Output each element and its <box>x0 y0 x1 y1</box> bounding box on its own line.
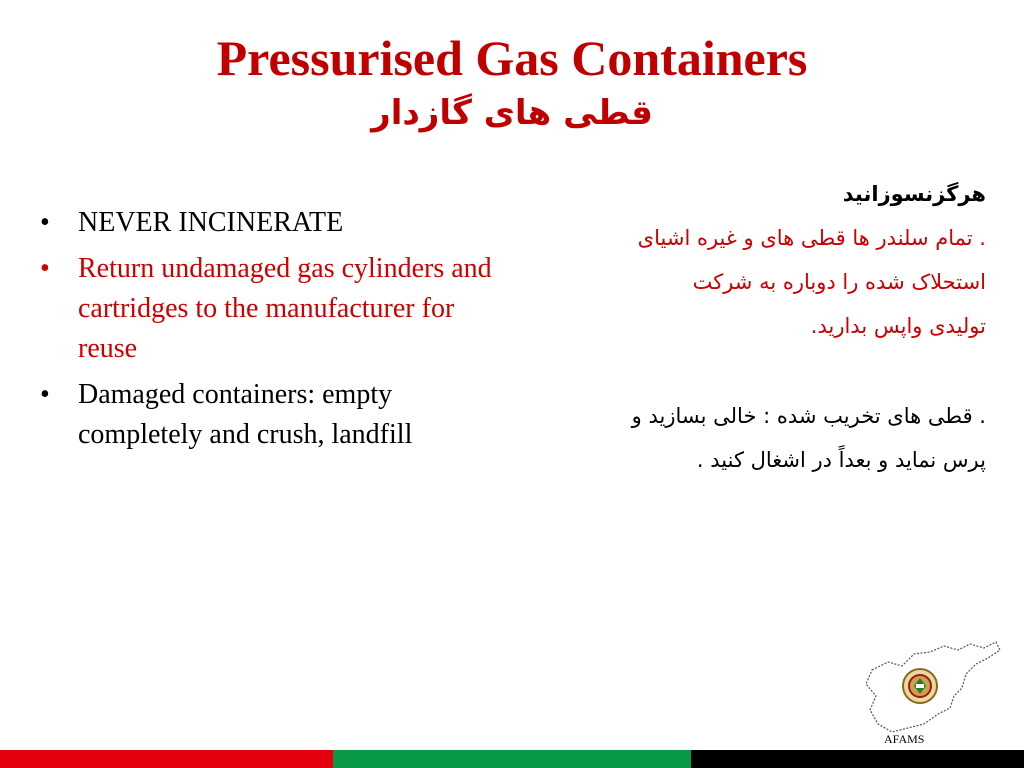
bullet-never-incinerate <box>38 203 508 243</box>
bullet-text: NEVER INCINERATE <box>78 207 344 238</box>
afams-logo-label: AFAMS <box>884 732 925 746</box>
bullet-return-undamaged <box>38 249 508 369</box>
english-bullet-list <box>38 203 508 461</box>
bullet-dot: • <box>40 253 50 284</box>
bullet-text: Damaged containers: empty completely and crush, landfill <box>78 379 413 450</box>
bullet-dot: • <box>40 379 50 410</box>
bullet-damaged-containers <box>38 375 508 455</box>
flag-green-segment <box>333 750 691 768</box>
slide-title-dari: قطی های گازدار <box>371 93 653 133</box>
flag-black-segment <box>691 750 1024 768</box>
dari-line: استحلاک شده را دوباره به شرکت <box>692 270 986 294</box>
dari-line: تولیدی واپس بدارید. <box>810 314 986 338</box>
dari-paragraph-2 <box>546 394 986 482</box>
dari-heading: هرگزنسوزانید <box>842 182 986 206</box>
dari-text-block <box>546 172 986 482</box>
flag-color-bar <box>0 750 1024 768</box>
spacer <box>546 348 986 394</box>
bullet-text: Return undamaged gas cylinders and cartridges to the manufacturer for reuse <box>78 253 492 364</box>
bullet-dot: • <box>40 207 50 238</box>
dari-line: پرس نماید و بعداً در اشغال کنید . <box>696 448 986 472</box>
dari-paragraph-1 <box>546 216 986 348</box>
flag-red-segment <box>0 750 333 768</box>
slide-title-english: Pressurised Gas Containers <box>216 30 808 86</box>
afghanistan-map-emblem-icon <box>858 636 1004 736</box>
dari-line: . قطی های تخریب شده : خالی بسازید و <box>631 404 986 428</box>
dari-line: . تمام سلندر ها قطی های و غیره اشیای <box>637 226 986 250</box>
